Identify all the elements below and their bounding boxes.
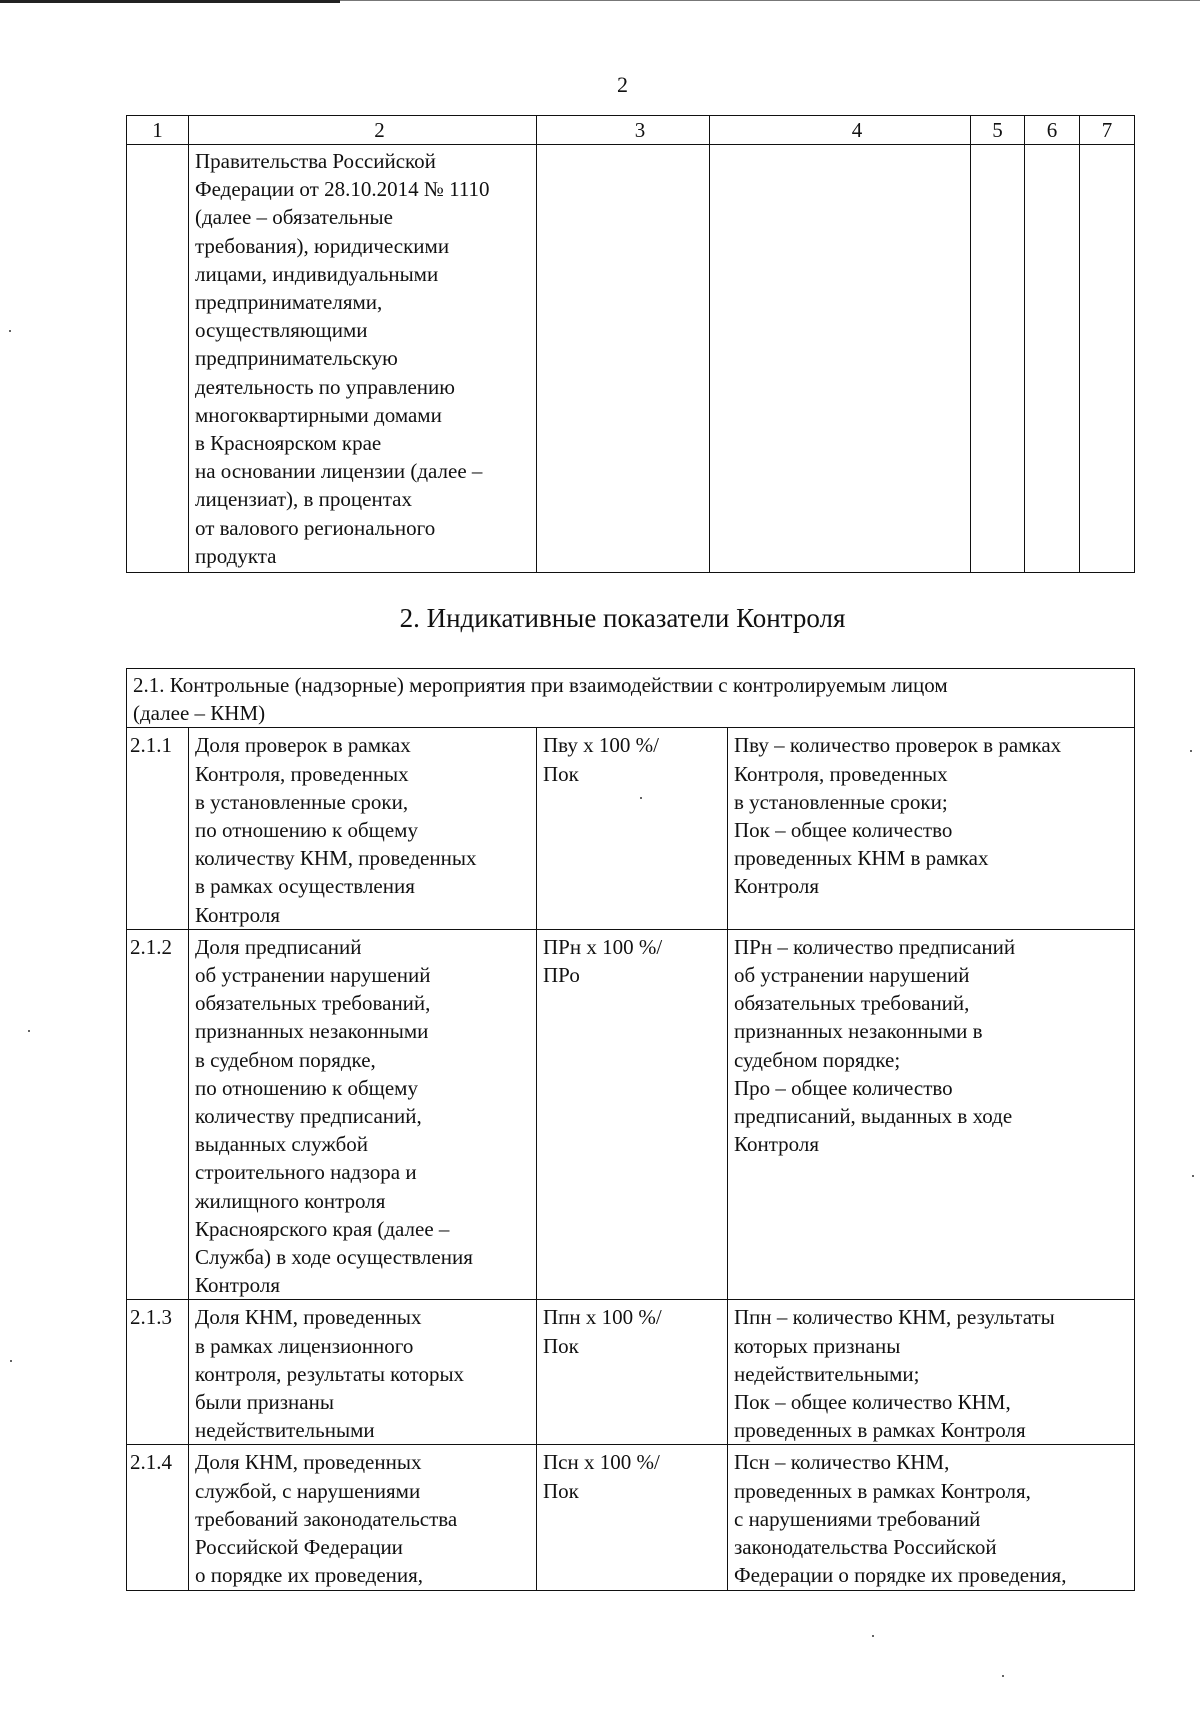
scan-speck [28, 1030, 30, 1032]
scan-speck [640, 797, 642, 799]
indicator-description: Ппн – количество КНМ, результаты которых признаны недействительными; Пок – общее количество КНМ, проведенных в рамках Контроля [728, 1300, 1135, 1445]
indicator-formula: ПРн х 100 %/ ПРо [537, 929, 728, 1300]
indicator-name: Доля проверок в рамках Контроля, проведенных в установленные сроки, по отношению к общему количеству КНМ, проведенных в рамках осуществления Контроля [189, 728, 537, 929]
scan-edge [0, 0, 340, 3]
section-title: 2. Индикативные показатели Контроля [399, 603, 846, 633]
scan-speck [1002, 1675, 1004, 1677]
header-cell-6: 6 [1025, 116, 1080, 145]
page-number: 2 [617, 72, 628, 97]
cell-empty [1080, 145, 1135, 573]
scan-speck [1190, 750, 1192, 752]
header-cell-4: 4 [710, 116, 971, 145]
table-row [127, 1445, 1135, 1590]
header-cell-2: 2 [189, 116, 537, 145]
indicator-number: 2.1.2 [127, 929, 189, 1300]
header-cell-1: 1 [127, 116, 189, 145]
scan-speck [10, 1360, 12, 1362]
table-row [127, 728, 1135, 929]
indicator-description: Пву – количество проверок в рамках Контроля, проведенных в установленные сроки; Пок – общее количество проведенных КНМ в рамках Контроля [728, 728, 1135, 929]
cell-empty [127, 145, 189, 573]
indicator-description: Псн – количество КНМ, проведенных в рамках Контроля, с нарушениями требований законодательства Российской Федерации о порядке их проведения, [728, 1445, 1135, 1590]
cell-empty [1025, 145, 1080, 573]
indicator-description: ПРн – количество предписаний об устранении нарушений обязательных требований, признанных незаконными в судебном порядке; Про – общее количество предписаний, выданных в ходе Контроля [728, 929, 1135, 1300]
table-caption: 2.1. Контрольные (надзорные) мероприятия при взаимодействии с контролируемым лицом (далее – КНМ) [127, 669, 1135, 728]
scan-speck [9, 330, 11, 332]
continuation-text: Правительства Российской Федерации от 28.10.2014 № 1110 (далее – обязательные требования), юридическими лицами, индивидуальными предпринимателями, осуществляющими предпринимательскую деятельность по управлению многоквартирными домами в Красноярском крае на основании лицензии (далее – лицензиат), в процентах от валового регионального продукта [189, 145, 537, 573]
table-row [127, 1300, 1135, 1445]
table-indicators [126, 668, 1135, 1591]
scan-speck [1192, 1175, 1194, 1177]
cell-empty [537, 145, 710, 573]
indicator-formula: Пву х 100 %/ Пок [537, 728, 728, 929]
table-caption-row [127, 669, 1135, 728]
table-row [127, 929, 1135, 1300]
indicator-formula: Ппн х 100 %/ Пок [537, 1300, 728, 1445]
header-cell-5: 5 [971, 116, 1025, 145]
table-continuation [126, 115, 1135, 573]
table-row [127, 145, 1135, 573]
indicator-number: 2.1.1 [127, 728, 189, 929]
header-cell-3: 3 [537, 116, 710, 145]
scan-speck [872, 1635, 874, 1637]
indicator-number: 2.1.3 [127, 1300, 189, 1445]
cell-empty [710, 145, 971, 573]
scan-edge-thin [340, 0, 1200, 1]
indicator-name: Доля КНМ, проведенных службой, с нарушениями требований законодательства Российской Федерации о порядке их проведения, [189, 1445, 537, 1590]
indicator-number: 2.1.4 [127, 1445, 189, 1590]
indicator-name: Доля предписаний об устранении нарушений обязательных требований, признанных незаконными в судебном порядке, по отношению к общему количеству предписаний, выданных службой строительного надзора и жилищного контроля Красноярского края (далее – Служба) в ходе осуществления Контроля [189, 929, 537, 1300]
indicator-name: Доля КНМ, проведенных в рамках лицензионного контроля, результаты которых были признаны недействительными [189, 1300, 537, 1445]
cell-empty [971, 145, 1025, 573]
header-cell-7: 7 [1080, 116, 1135, 145]
table-header-row [127, 116, 1135, 145]
indicator-formula: Псн х 100 %/ Пок [537, 1445, 728, 1590]
